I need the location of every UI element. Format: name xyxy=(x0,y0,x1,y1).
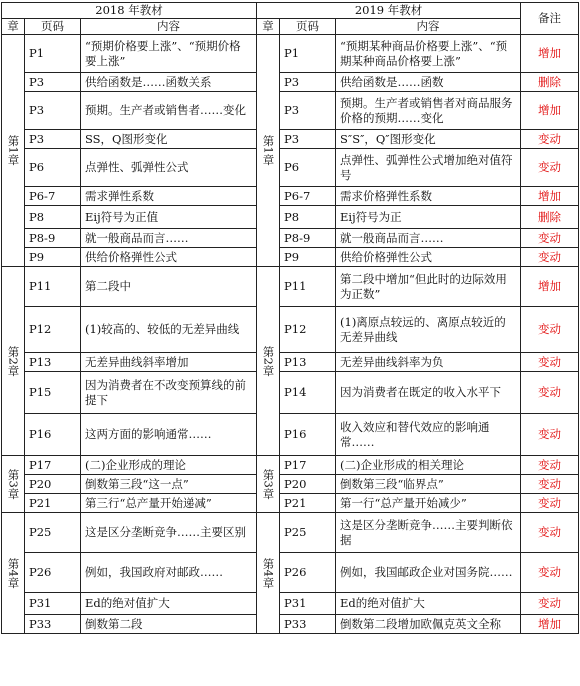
page-2018: P20 xyxy=(25,475,81,494)
content-2018: 第三行“总产量开始递减” xyxy=(81,494,257,513)
table-row xyxy=(2,206,579,229)
content-2019: 第二段中增加“但此时的边际效用为正数” xyxy=(336,267,521,307)
remark-cell: 变动 xyxy=(521,149,579,187)
content-2019: 第一行“总产量开始减少” xyxy=(336,494,521,513)
header-2019-group: 2019 年教材 xyxy=(257,3,521,19)
remark-cell: 增加 xyxy=(521,267,579,307)
header-page-2019: 页码 xyxy=(280,19,336,35)
table-row xyxy=(2,35,579,73)
table-row xyxy=(2,307,579,353)
page-2019: P6-7 xyxy=(280,187,336,206)
header-chapter-2019: 章 xyxy=(257,19,280,35)
content-2018: 供给价格弹性公式 xyxy=(81,248,257,267)
content-2019: Ed的绝对值扩大 xyxy=(336,593,521,615)
content-2018: 预期。生产者或销售者……变化 xyxy=(81,92,257,130)
table-row xyxy=(2,267,579,307)
content-2018: 就一般商品而言…… xyxy=(81,229,257,248)
page-2019: P14 xyxy=(280,372,336,414)
remark-cell: 变动 xyxy=(521,475,579,494)
page-2019: P13 xyxy=(280,353,336,372)
content-2019: 需求价格弹性系数 xyxy=(336,187,521,206)
content-2018: 第二段中 xyxy=(81,267,257,307)
content-2018: 供给函数是……函数关系 xyxy=(81,73,257,92)
table-row xyxy=(2,475,579,494)
page-2019: P3 xyxy=(280,130,336,149)
content-2019: Eij符号为正 xyxy=(336,206,521,229)
page-2018: P31 xyxy=(25,593,81,615)
remark-cell: 变动 xyxy=(521,353,579,372)
page-2018: P12 xyxy=(25,307,81,353)
table-row xyxy=(2,456,579,475)
remark-cell: 变动 xyxy=(521,307,579,353)
table-row xyxy=(2,414,579,456)
page-2019: P8-9 xyxy=(280,229,336,248)
table-row xyxy=(2,130,579,149)
chapter-cell-2018: 第4章 xyxy=(2,513,25,634)
page-2019: P31 xyxy=(280,593,336,615)
page-2019: P21 xyxy=(280,494,336,513)
remark-cell: 增加 xyxy=(521,35,579,73)
content-2019: 点弹性、弧弹性公式增加绝对值符号 xyxy=(336,149,521,187)
content-2018: “预期价格要上涨”、“预期价格要上涨” xyxy=(81,35,257,73)
content-2018: 倒数第三段“这一点” xyxy=(81,475,257,494)
chapter-cell-2019: 第3章 xyxy=(257,456,280,513)
page-2019: P25 xyxy=(280,513,336,553)
content-2018: SS，Q图形变化 xyxy=(81,130,257,149)
table-row xyxy=(2,513,579,553)
header-content-2019: 内容 xyxy=(336,19,521,35)
table-row xyxy=(2,553,579,593)
table-row xyxy=(2,353,579,372)
content-2018: 这是区分垄断竞争……主要区别 xyxy=(81,513,257,553)
remark-cell: 变动 xyxy=(521,414,579,456)
page-2018: P26 xyxy=(25,553,81,593)
page-2019: P12 xyxy=(280,307,336,353)
content-2019: 倒数第三段“临界点” xyxy=(336,475,521,494)
table-row xyxy=(2,615,579,634)
content-2018: 无差异曲线斜率增加 xyxy=(81,353,257,372)
page-2018: P3 xyxy=(25,130,81,149)
content-2019: 供给价格弹性公式 xyxy=(336,248,521,267)
content-2018: 例如，我国政府对邮政…… xyxy=(81,553,257,593)
page-2019: P17 xyxy=(280,456,336,475)
page-2018: P8-9 xyxy=(25,229,81,248)
page-2018: P17 xyxy=(25,456,81,475)
remark-cell: 删除 xyxy=(521,73,579,92)
page-2018: P9 xyxy=(25,248,81,267)
header-content-2018: 内容 xyxy=(81,19,257,35)
page-2019: P1 xyxy=(280,35,336,73)
content-2018: Eij符号为正值 xyxy=(81,206,257,229)
table-row xyxy=(2,149,579,187)
content-2018: (二)企业形成的理论 xyxy=(81,456,257,475)
page-2019: P20 xyxy=(280,475,336,494)
page-2018: P11 xyxy=(25,267,81,307)
content-2019: “预期某种商品价格要上涨”、“预期某种商品价格要上涨” xyxy=(336,35,521,73)
page-2018: P8 xyxy=(25,206,81,229)
remark-cell: 变动 xyxy=(521,130,579,149)
table-row xyxy=(2,229,579,248)
content-2018: 这两方面的影响通常…… xyxy=(81,414,257,456)
remark-cell: 变动 xyxy=(521,513,579,553)
table-row xyxy=(2,92,579,130)
content-2019: 就一般商品而言…… xyxy=(336,229,521,248)
table-row xyxy=(2,494,579,513)
table-row xyxy=(2,187,579,206)
table-row xyxy=(2,372,579,414)
header-page-2018: 页码 xyxy=(25,19,81,35)
header-remark: 备注 xyxy=(521,3,579,35)
chapter-cell-2019: 第2章 xyxy=(257,267,280,456)
chapter-cell-2018: 第2章 xyxy=(2,267,25,456)
content-2019: 供给函数是……函数 xyxy=(336,73,521,92)
remark-cell: 变动 xyxy=(521,229,579,248)
page-2019: P8 xyxy=(280,206,336,229)
content-2018: (1)较高的、较低的无差异曲线 xyxy=(81,307,257,353)
chapter-cell-2019: 第1章 xyxy=(257,35,280,267)
chapter-cell-2018: 第3章 xyxy=(2,456,25,513)
page-2019: P33 xyxy=(280,615,336,634)
header-2018-group: 2018 年教材 xyxy=(2,3,257,19)
page-2019: P26 xyxy=(280,553,336,593)
remark-cell: 删除 xyxy=(521,206,579,229)
remark-cell: 变动 xyxy=(521,372,579,414)
table-row xyxy=(2,593,579,615)
chapter-cell-2019: 第4章 xyxy=(257,513,280,634)
remark-cell: 变动 xyxy=(521,456,579,475)
table-row xyxy=(2,248,579,267)
page-2018: P6-7 xyxy=(25,187,81,206)
remark-cell: 变动 xyxy=(521,593,579,615)
content-2019: 因为消费者在既定的收入水平下 xyxy=(336,372,521,414)
remark-cell: 变动 xyxy=(521,248,579,267)
header-chapter-2018: 章 xyxy=(2,19,25,35)
content-2018: 点弹性、弧弹性公式 xyxy=(81,149,257,187)
page-2018: P3 xyxy=(25,92,81,130)
table-row xyxy=(2,73,579,92)
page-2019: P9 xyxy=(280,248,336,267)
content-2019: (1)离原点较远的、离原点较近的无差异曲线 xyxy=(336,307,521,353)
page-2019: P16 xyxy=(280,414,336,456)
page-2018: P1 xyxy=(25,35,81,73)
content-2018: Ed的绝对值扩大 xyxy=(81,593,257,615)
content-2019: 例如，我国邮政企业对国务院…… xyxy=(336,553,521,593)
content-2019: 收入效应和替代效应的影响通常…… xyxy=(336,414,521,456)
page-2018: P15 xyxy=(25,372,81,414)
page-2018: P33 xyxy=(25,615,81,634)
page-2019: P11 xyxy=(280,267,336,307)
page-2019: P3 xyxy=(280,92,336,130)
remark-cell: 变动 xyxy=(521,494,579,513)
page-2018: P21 xyxy=(25,494,81,513)
page-2018: P3 xyxy=(25,73,81,92)
content-2019: 预期。生产者或销售者对商品服务价格的预期……变化 xyxy=(336,92,521,130)
content-2018: 倒数第二段 xyxy=(81,615,257,634)
remark-cell: 变动 xyxy=(521,553,579,593)
content-2019: 这是区分垄断竞争……主要判断依据 xyxy=(336,513,521,553)
page-2018: P6 xyxy=(25,149,81,187)
content-2018: 需求弹性系数 xyxy=(81,187,257,206)
page-2018: P13 xyxy=(25,353,81,372)
content-2019: 无差异曲线斜率为负 xyxy=(336,353,521,372)
content-2018: 因为消费者在不改变预算线的前提下 xyxy=(81,372,257,414)
content-2019: 倒数第二段增加欧佩克英文全称 xyxy=(336,615,521,634)
page-2019: P3 xyxy=(280,73,336,92)
page-2018: P25 xyxy=(25,513,81,553)
remark-cell: 增加 xyxy=(521,92,579,130)
page-2019: P6 xyxy=(280,149,336,187)
content-2019: (二)企业形成的相关理论 xyxy=(336,456,521,475)
page-2018: P16 xyxy=(25,414,81,456)
textbook-comparison-table xyxy=(1,2,579,634)
remark-cell: 增加 xyxy=(521,615,579,634)
content-2019: S″S″，Q″图形变化 xyxy=(336,130,521,149)
chapter-cell-2018: 第1章 xyxy=(2,35,25,267)
remark-cell: 增加 xyxy=(521,187,579,206)
table-body xyxy=(2,35,579,634)
